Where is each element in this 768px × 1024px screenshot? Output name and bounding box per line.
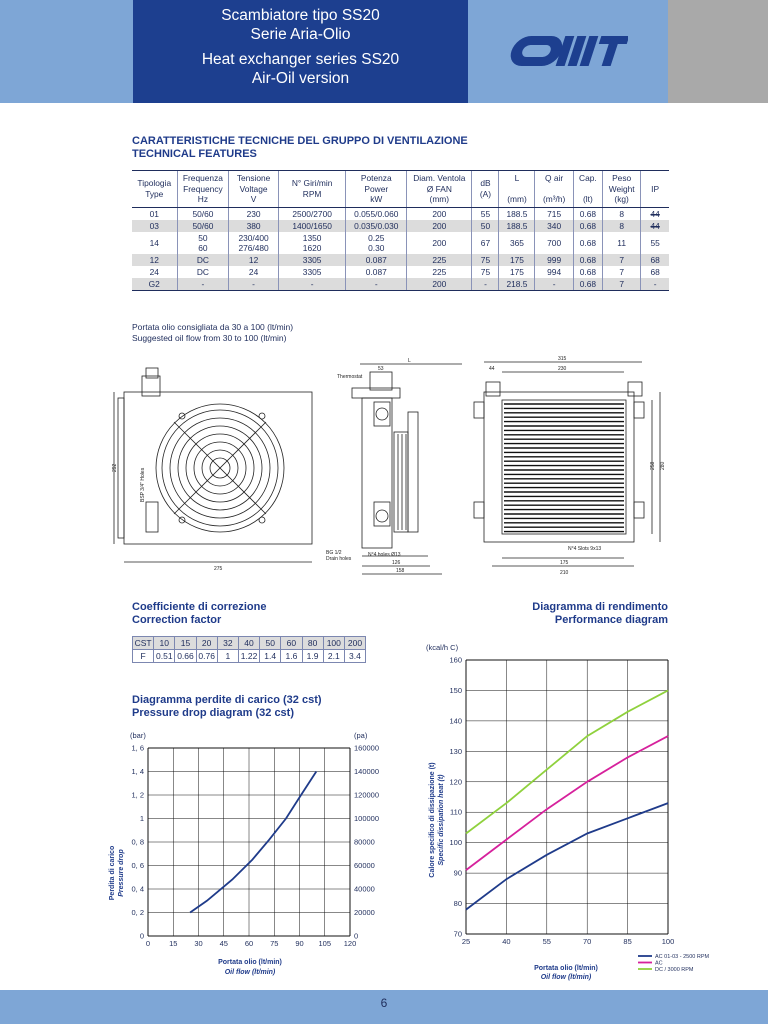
table-row: 14 50 60 230/400 276/480 1350 1620 0.25 0.30 200 67 365 700 0.68 11 55	[132, 232, 669, 254]
dim-label: 210	[560, 570, 569, 576]
x-tick-label: 75	[270, 939, 279, 948]
x-tick-label: 45	[219, 939, 228, 948]
series-line-1	[466, 803, 668, 910]
technical-features-table	[132, 170, 669, 291]
note-it: Portata olio consigliata da 30 a 100 (lt/min)	[132, 322, 294, 332]
y-tick-label: 160	[449, 655, 462, 665]
col-type: Tipologia Type	[132, 171, 177, 208]
bsp-label: BSP 3/4" Holes	[140, 467, 146, 502]
drain-holes-label: Drain holes	[326, 556, 352, 562]
dim-label: 315	[558, 356, 567, 362]
front-view	[114, 368, 312, 562]
x-tick-label: 90	[295, 939, 304, 948]
x-tick-label: 120	[343, 939, 357, 948]
drain-label: BG 1/2	[326, 550, 342, 556]
dim-label: 258	[650, 461, 656, 470]
x-tick-label: 40	[502, 937, 511, 946]
col-power: Potenza Power kW	[346, 171, 407, 208]
table-row: 03 50/60 380 1400/1650 0.035/0.030 200 50 188.5 340 0.68 8 44	[132, 220, 669, 232]
y-tick-label: 110	[450, 807, 462, 817]
y2-tick-label: 160000	[354, 743, 380, 753]
y-tick-label: 1, 2	[131, 790, 144, 800]
x-axis-label-en: Oil flow (lt/min)	[540, 974, 592, 981]
y-tick-label: 1, 4	[131, 767, 144, 776]
col-db: dB (A)	[472, 171, 499, 208]
rear-view	[474, 362, 660, 566]
oil-flow-note	[132, 322, 293, 344]
performance-series	[466, 690, 668, 909]
dim-label: 230	[558, 366, 567, 372]
y-tick-label: 70	[453, 929, 462, 939]
header-band-right	[668, 0, 768, 103]
unit-bar-label: (bar)	[130, 731, 146, 740]
unit-pa-label: (pa)	[354, 731, 368, 740]
slots-label: N°4 Slots 9x13	[568, 546, 602, 552]
dim-label: 292	[112, 463, 118, 472]
table-row: 01 50/60 230 2500/2700 0.055/0.060 200 55 188.5 715 0.68 8 44	[132, 207, 669, 220]
col-capacity: Cap. (lt)	[573, 171, 602, 208]
performance-title	[520, 601, 668, 627]
dim-label: L	[408, 358, 411, 364]
correction-title	[132, 601, 266, 627]
title-italian-line2: Serie Aria-Olio	[250, 26, 351, 43]
page-number: 6	[380, 996, 388, 1010]
col-length: L (mm)	[499, 171, 535, 208]
y-axis-label-en: Specific dissipation heat (t)	[438, 774, 445, 866]
x-tick-label: 30	[194, 939, 203, 948]
y-axis-label-en: Pressure drop	[118, 849, 125, 897]
unit-label: (kcal/h C)	[426, 643, 459, 652]
y-axis-label-it: Calore specifico di dissipazione (t)	[429, 762, 436, 878]
pressure-title	[132, 694, 322, 720]
x-tick-label: 25	[461, 937, 471, 946]
performance-title-en: Performance diagram	[554, 614, 668, 626]
holes-label: N°4 holes Ø13	[368, 552, 401, 558]
title-italian-line1: Scambiatore tipo SS20	[221, 7, 380, 24]
x-tick-label: 105	[318, 939, 332, 948]
x-tick-label: 55	[542, 937, 551, 946]
table-row: G2 - - - - 200 - 218.5 - 0.68 7 -	[132, 278, 669, 291]
header-band-left	[0, 0, 133, 103]
header-title-block	[133, 0, 468, 103]
dim-label: 175	[560, 560, 569, 566]
y-tick-label: 0, 8	[131, 837, 144, 847]
y-tick-label: 150	[449, 685, 462, 695]
y2-tick-label: 140000	[354, 767, 380, 776]
x-tick-label: 15	[169, 939, 178, 948]
chart-tick-labels	[131, 744, 379, 949]
x-axis-label-it: Portata olio (lt/min)	[218, 959, 282, 966]
y2-tick-label: 0	[354, 931, 359, 941]
chart-grid	[466, 660, 668, 934]
y-tick-label: 90	[453, 868, 462, 878]
f-row: F 0.51 0.66 0.76 1 1.22 1.4 1.6 1.9 2.1 3.4	[133, 650, 366, 663]
performance-title-it: Diagramma di rendimento	[532, 601, 668, 613]
y2-tick-label: 120000	[354, 790, 380, 800]
tech-title-en: TECHNICAL FEATURES	[132, 148, 257, 160]
note-en: Suggested oil flow from 30 to 100 (lt/min)	[132, 333, 287, 343]
y-tick-label: 130	[449, 746, 462, 756]
y2-tick-label: 20000	[354, 908, 375, 917]
pressure-title-en: Pressure drop diagram (32 cst)	[132, 707, 295, 719]
y2-tick-label: 40000	[354, 884, 375, 894]
dim-label: 126	[392, 560, 401, 566]
x-tick-label: 100	[661, 937, 675, 946]
y-tick-label: 120	[449, 777, 462, 787]
correction-factor-table	[132, 636, 366, 663]
x-tick-label: 70	[583, 937, 592, 946]
technical-drawing	[112, 352, 672, 584]
tech-title-it: CARATTERISTICHE TECNICHE DEL GRUPPO DI VENTILAZIONE	[132, 135, 468, 147]
dim-label: 275	[214, 566, 223, 572]
tech-section-title	[132, 135, 468, 161]
x-axis-label-it: Portata olio (lt/min)	[534, 965, 598, 972]
title-english-line1: Heat exchanger series SS20	[201, 51, 400, 68]
chart-tick-labels	[449, 656, 674, 947]
pressure-drop-chart	[100, 728, 400, 983]
y-tick-label: 1, 6	[131, 743, 144, 753]
dim-label: 158	[396, 568, 405, 574]
correction-title-en: Correction factor	[132, 614, 222, 626]
col-fan-diameter: Diam. Ventola Ø FAN (mm)	[407, 171, 472, 208]
y-tick-label: 0, 6	[131, 861, 144, 870]
y-tick-label: 0, 2	[131, 908, 144, 917]
dim-label: 280	[660, 461, 666, 470]
y2-tick-label: 80000	[354, 837, 375, 847]
cooler-fins	[504, 404, 624, 532]
col-voltage: Tensione Voltage V	[229, 171, 279, 208]
y-tick-label: 0, 4	[131, 884, 144, 894]
col-rpm: N° Giri/min RPM	[278, 171, 346, 208]
y2-tick-label: 60000	[354, 861, 375, 870]
thermostat-label: Thermostat	[337, 374, 363, 380]
col-weight: Peso Weight (kg)	[603, 171, 641, 208]
x-axis-label-en: Oil flow (lt/min)	[224, 969, 276, 976]
pressure-title-it: Diagramma perdite di carico (32 cst)	[132, 694, 322, 706]
col-ip: IP	[641, 171, 669, 208]
y-tick-label: 1	[139, 814, 144, 823]
performance-chart	[420, 640, 730, 980]
legend-label: AC	[655, 960, 663, 967]
series-line-2	[466, 736, 668, 870]
legend-label: DC / 3000 RPM	[655, 967, 694, 973]
y-tick-label: 80	[453, 899, 462, 909]
y-tick-label: 140	[449, 716, 462, 726]
y-axis-label-it: Perdita di carico	[109, 845, 116, 901]
x-tick-label: 85	[623, 937, 632, 946]
col-qair: Q air (m³/h)	[535, 171, 573, 208]
correction-title-it: Coefficiente di correzione	[132, 601, 267, 613]
col-frequency: Frequenza Frequency Hz	[177, 171, 229, 208]
omt-logo	[508, 34, 628, 68]
table-row: 12 DC 12 3305 0.087 225 75 175 999 0.68 7 68	[132, 254, 669, 266]
title-english-line2: Air-Oil version	[251, 70, 350, 87]
chart-legend	[638, 954, 710, 973]
table-header-row	[132, 171, 669, 208]
y-tick-label: 100	[449, 838, 462, 848]
table-row: 24 DC 24 3305 0.087 225 75 175 994 0.68 7 68	[132, 266, 669, 278]
y2-tick-label: 100000	[354, 814, 380, 823]
x-tick-label: 0	[145, 939, 151, 948]
dim-label: 44	[489, 366, 495, 372]
cst-row: CST 10 15 20 32 40 50 60 80 100 200	[133, 637, 366, 650]
y-tick-label: 0	[139, 931, 144, 941]
legend-label: AC 01-03 - 2500 RPM	[655, 954, 710, 960]
chart-grid	[148, 748, 350, 936]
side-view	[352, 364, 462, 574]
dim-label: 53	[378, 366, 384, 372]
x-tick-label: 60	[244, 939, 254, 948]
